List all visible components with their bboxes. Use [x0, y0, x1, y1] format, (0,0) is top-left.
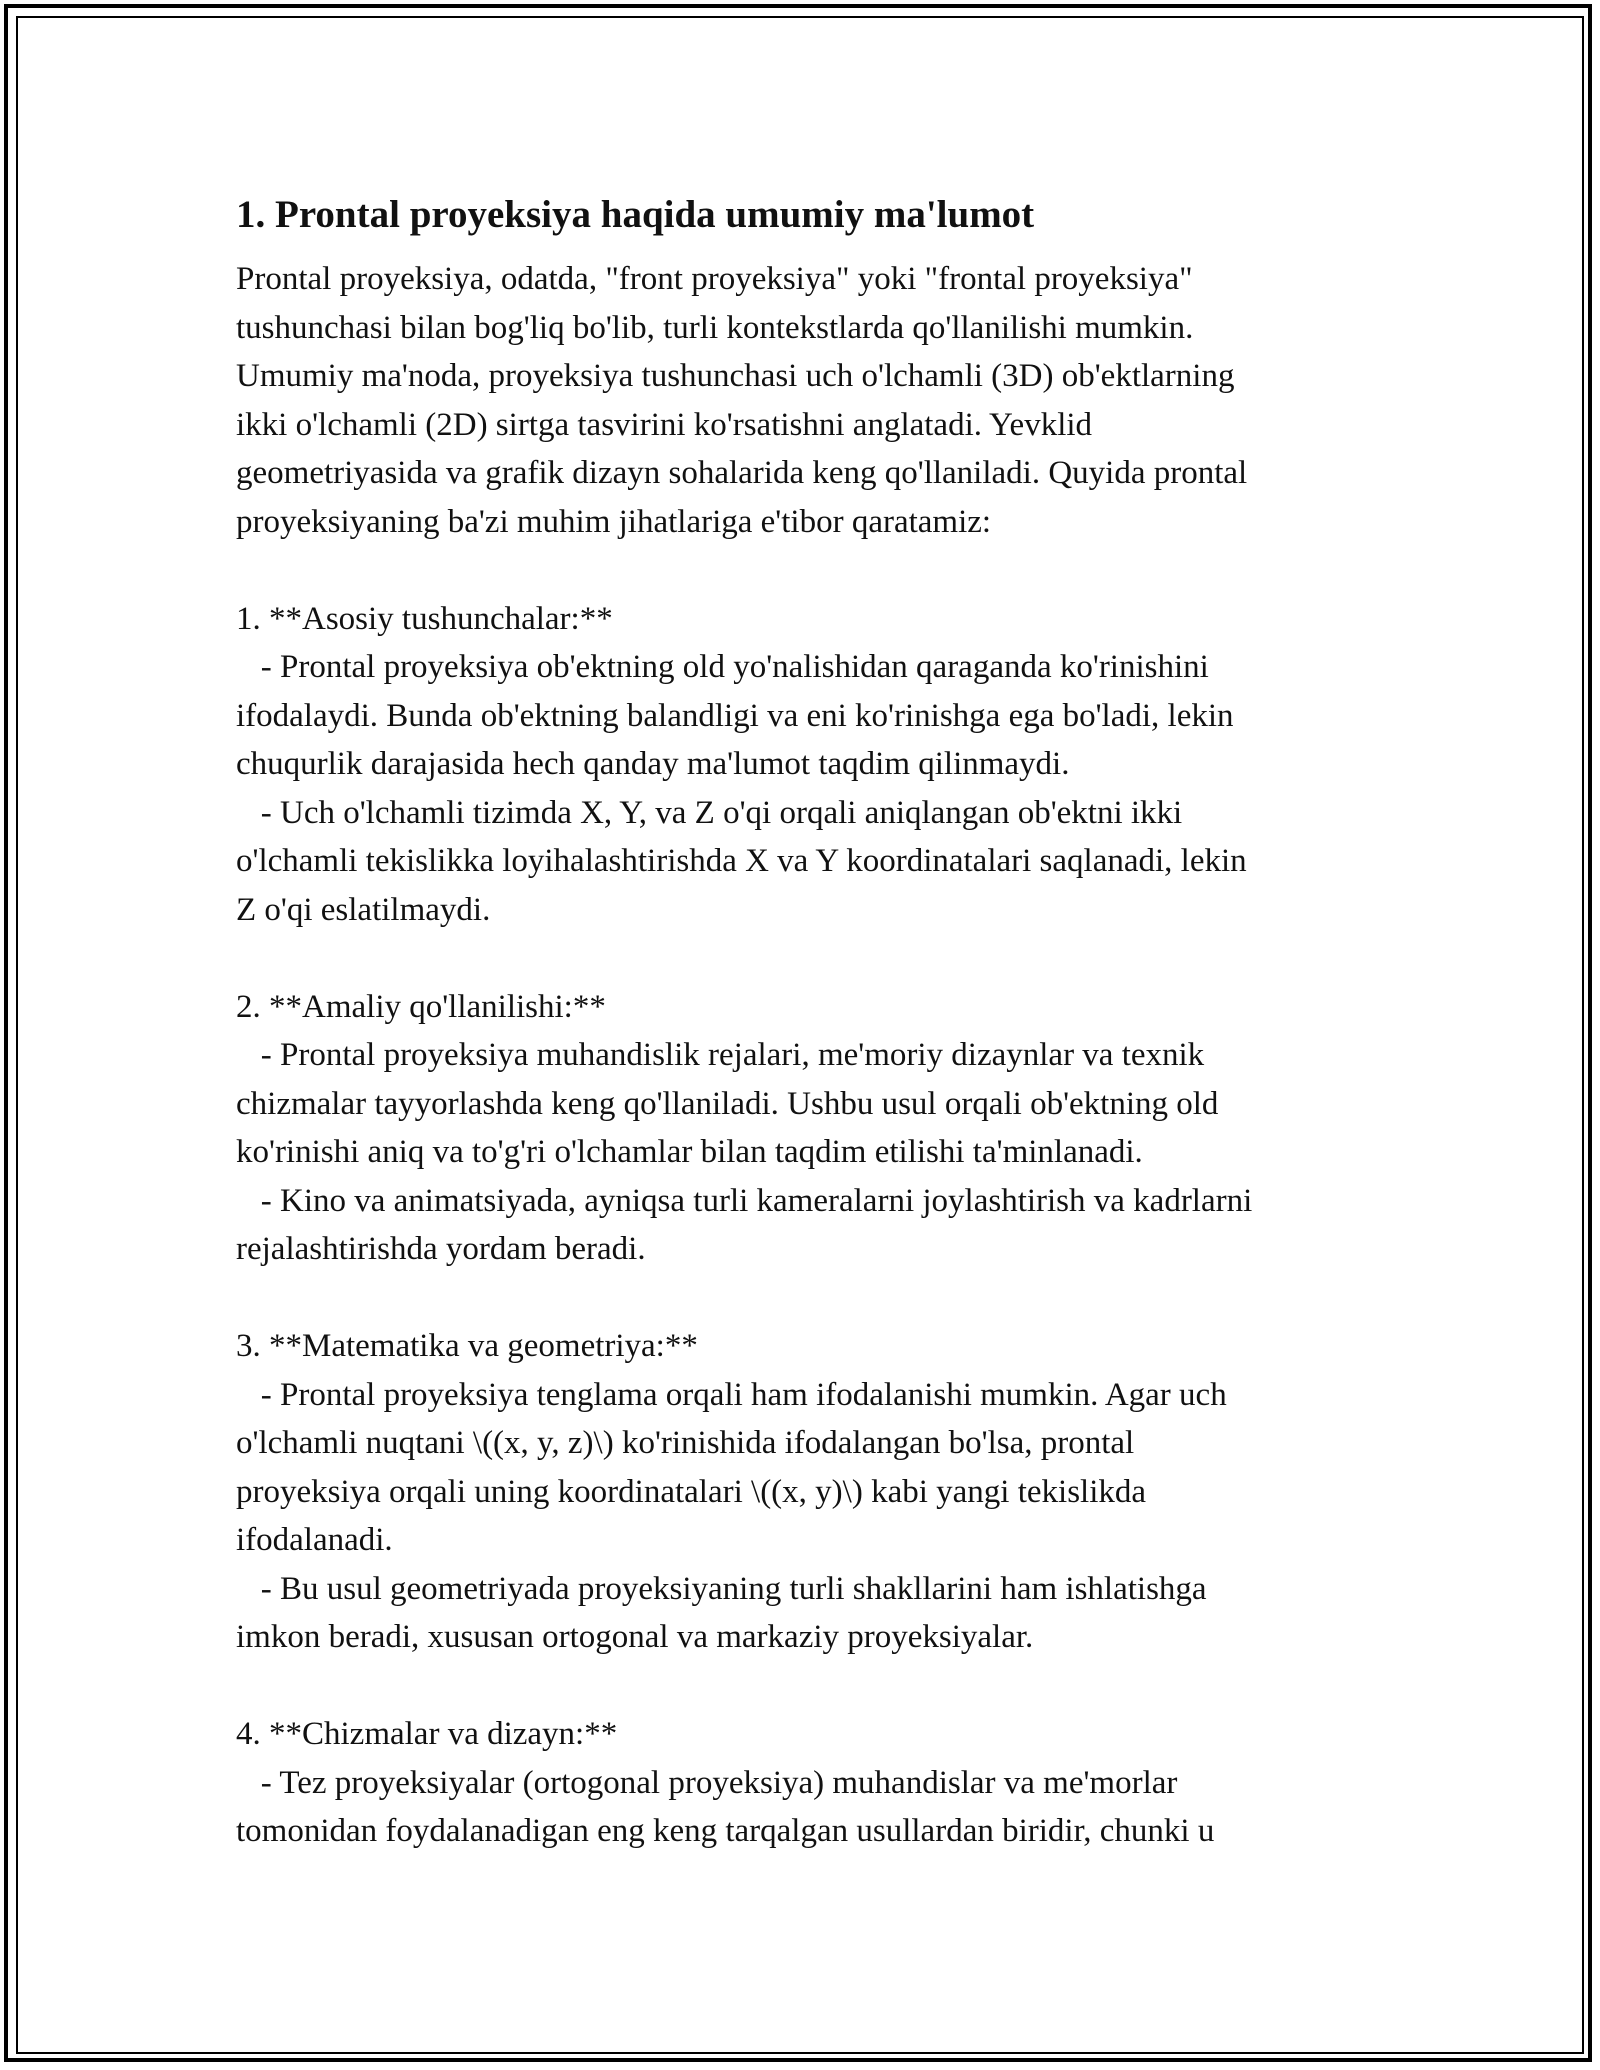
- section-heading: 1. Prontal proyeksiya haqida umumiy ma'lumot: [236, 193, 1035, 236]
- text-line: ikki o'lchamli (2D) sirtga tasvirini ko'rsatishni anglatadi. Yevklid: [236, 406, 1093, 443]
- list-item-title: 3. **Matematika va geometriya:**: [236, 1328, 698, 1364]
- list-section-1: [236, 595, 1376, 935]
- paragraph-gap: [236, 934, 1376, 983]
- document-body: [236, 187, 1376, 1856]
- text-line: proyeksiyaning ba'zi muhim jihatlariga e'tibor qaratamiz:: [236, 503, 992, 540]
- text-line: ifodalaydi. Bunda ob'ektning balandligi va eni ko'rinishga ega bo'ladi, lekin: [236, 697, 1234, 734]
- text-line: o'lchamli tekislikka loyihalashtirishda X va Y koordinatalari saqlanadi, lekin: [236, 843, 1247, 879]
- text-line: chizmalar tayyorlashda keng qo'llaniladi. Ushbu usul orqali ob'ektning old: [236, 1085, 1219, 1122]
- intro-paragraph: [236, 255, 1376, 546]
- text-line: - Prontal proyeksiya tenglama orqali ham ifodalanishi mumkin. Agar uch: [236, 1376, 1227, 1413]
- list-section-4: [236, 1710, 1376, 1856]
- list-section-3: [236, 1322, 1376, 1662]
- text-line: tomonidan foydalanadigan eng keng tarqalgan usullardan biridir, chunki u: [236, 1813, 1215, 1849]
- list-item-title: 1. **Asosiy tushunchalar:**: [236, 600, 613, 637]
- list-item-title: 4. **Chizmalar va dizayn:**: [236, 1716, 618, 1752]
- paragraph-gap: [236, 546, 1376, 595]
- text-line: Umumiy ma'noda, proyeksiya tushunchasi uch o'lchamli (3D) ob'ektlarning: [236, 358, 1235, 394]
- text-line: proyeksiya orqali uning koordinatalari \((x, y)\) kabi yangi tekislikda: [236, 1473, 1147, 1510]
- text-line: chuqurlik darajasida hech qanday ma'lumot taqdim qilinmaydi.: [236, 746, 1070, 782]
- text-line: - Prontal proyeksiya ob'ektning old yo'nalishidan qaraganda ko'rinishini: [236, 649, 1209, 685]
- text-line: o'lchamli nuqtani \((x, y, z)\) ko'rinishida ifodalangan bo'lsa, prontal: [236, 1425, 1135, 1461]
- text-line: Prontal proyeksiya, odatda, "front proyeksiya" yoki "frontal proyeksiya": [236, 261, 1193, 297]
- list-item-title: 2. **Amaliy qo'llanilishi:**: [236, 988, 606, 1025]
- list-section-2: [236, 983, 1376, 1274]
- text-line: Z o'qi eslatilmaydi.: [236, 891, 491, 928]
- text-line: - Prontal proyeksiya muhandislik rejalari, me'moriy dizaynlar va texnik: [236, 1037, 1205, 1073]
- text-line: - Kino va animatsiyada, ayniqsa turli kameralarni joylashtirish va kadrlarni: [236, 1182, 1253, 1219]
- text-line: - Bu usul geometriyada proyeksiyaning turli shakllarini ham ishlatishga: [236, 1570, 1207, 1607]
- text-line: - Uch o'lchamli tizimda X, Y, va Z o'qi orqali aniqlangan ob'ektni ikki: [236, 794, 1183, 831]
- paragraph-gap: [236, 1274, 1376, 1323]
- text-line: tushunchasi bilan bog'liq bo'lib, turli kontekstlarda qo'llanilishi mumkin.: [236, 309, 1194, 346]
- text-line: rejalashtirishda yordam beradi.: [236, 1231, 646, 1267]
- text-line: geometriyasida va grafik dizayn sohalarida keng qo'llaniladi. Quyida prontal: [236, 455, 1248, 491]
- text-line: ko'rinishi aniq va to'g'ri o'lchamlar bilan taqdim etilishi ta'minlanadi.: [236, 1134, 1143, 1170]
- text-line: - Tez proyeksiyalar (ortogonal proyeksiya) muhandislar va me'morlar: [236, 1764, 1178, 1801]
- paragraph-gap: [236, 1662, 1376, 1711]
- text-line: imkon beradi, xususan ortogonal va markaziy proyeksiyalar.: [236, 1619, 1034, 1655]
- text-line: ifodalanadi.: [236, 1522, 393, 1558]
